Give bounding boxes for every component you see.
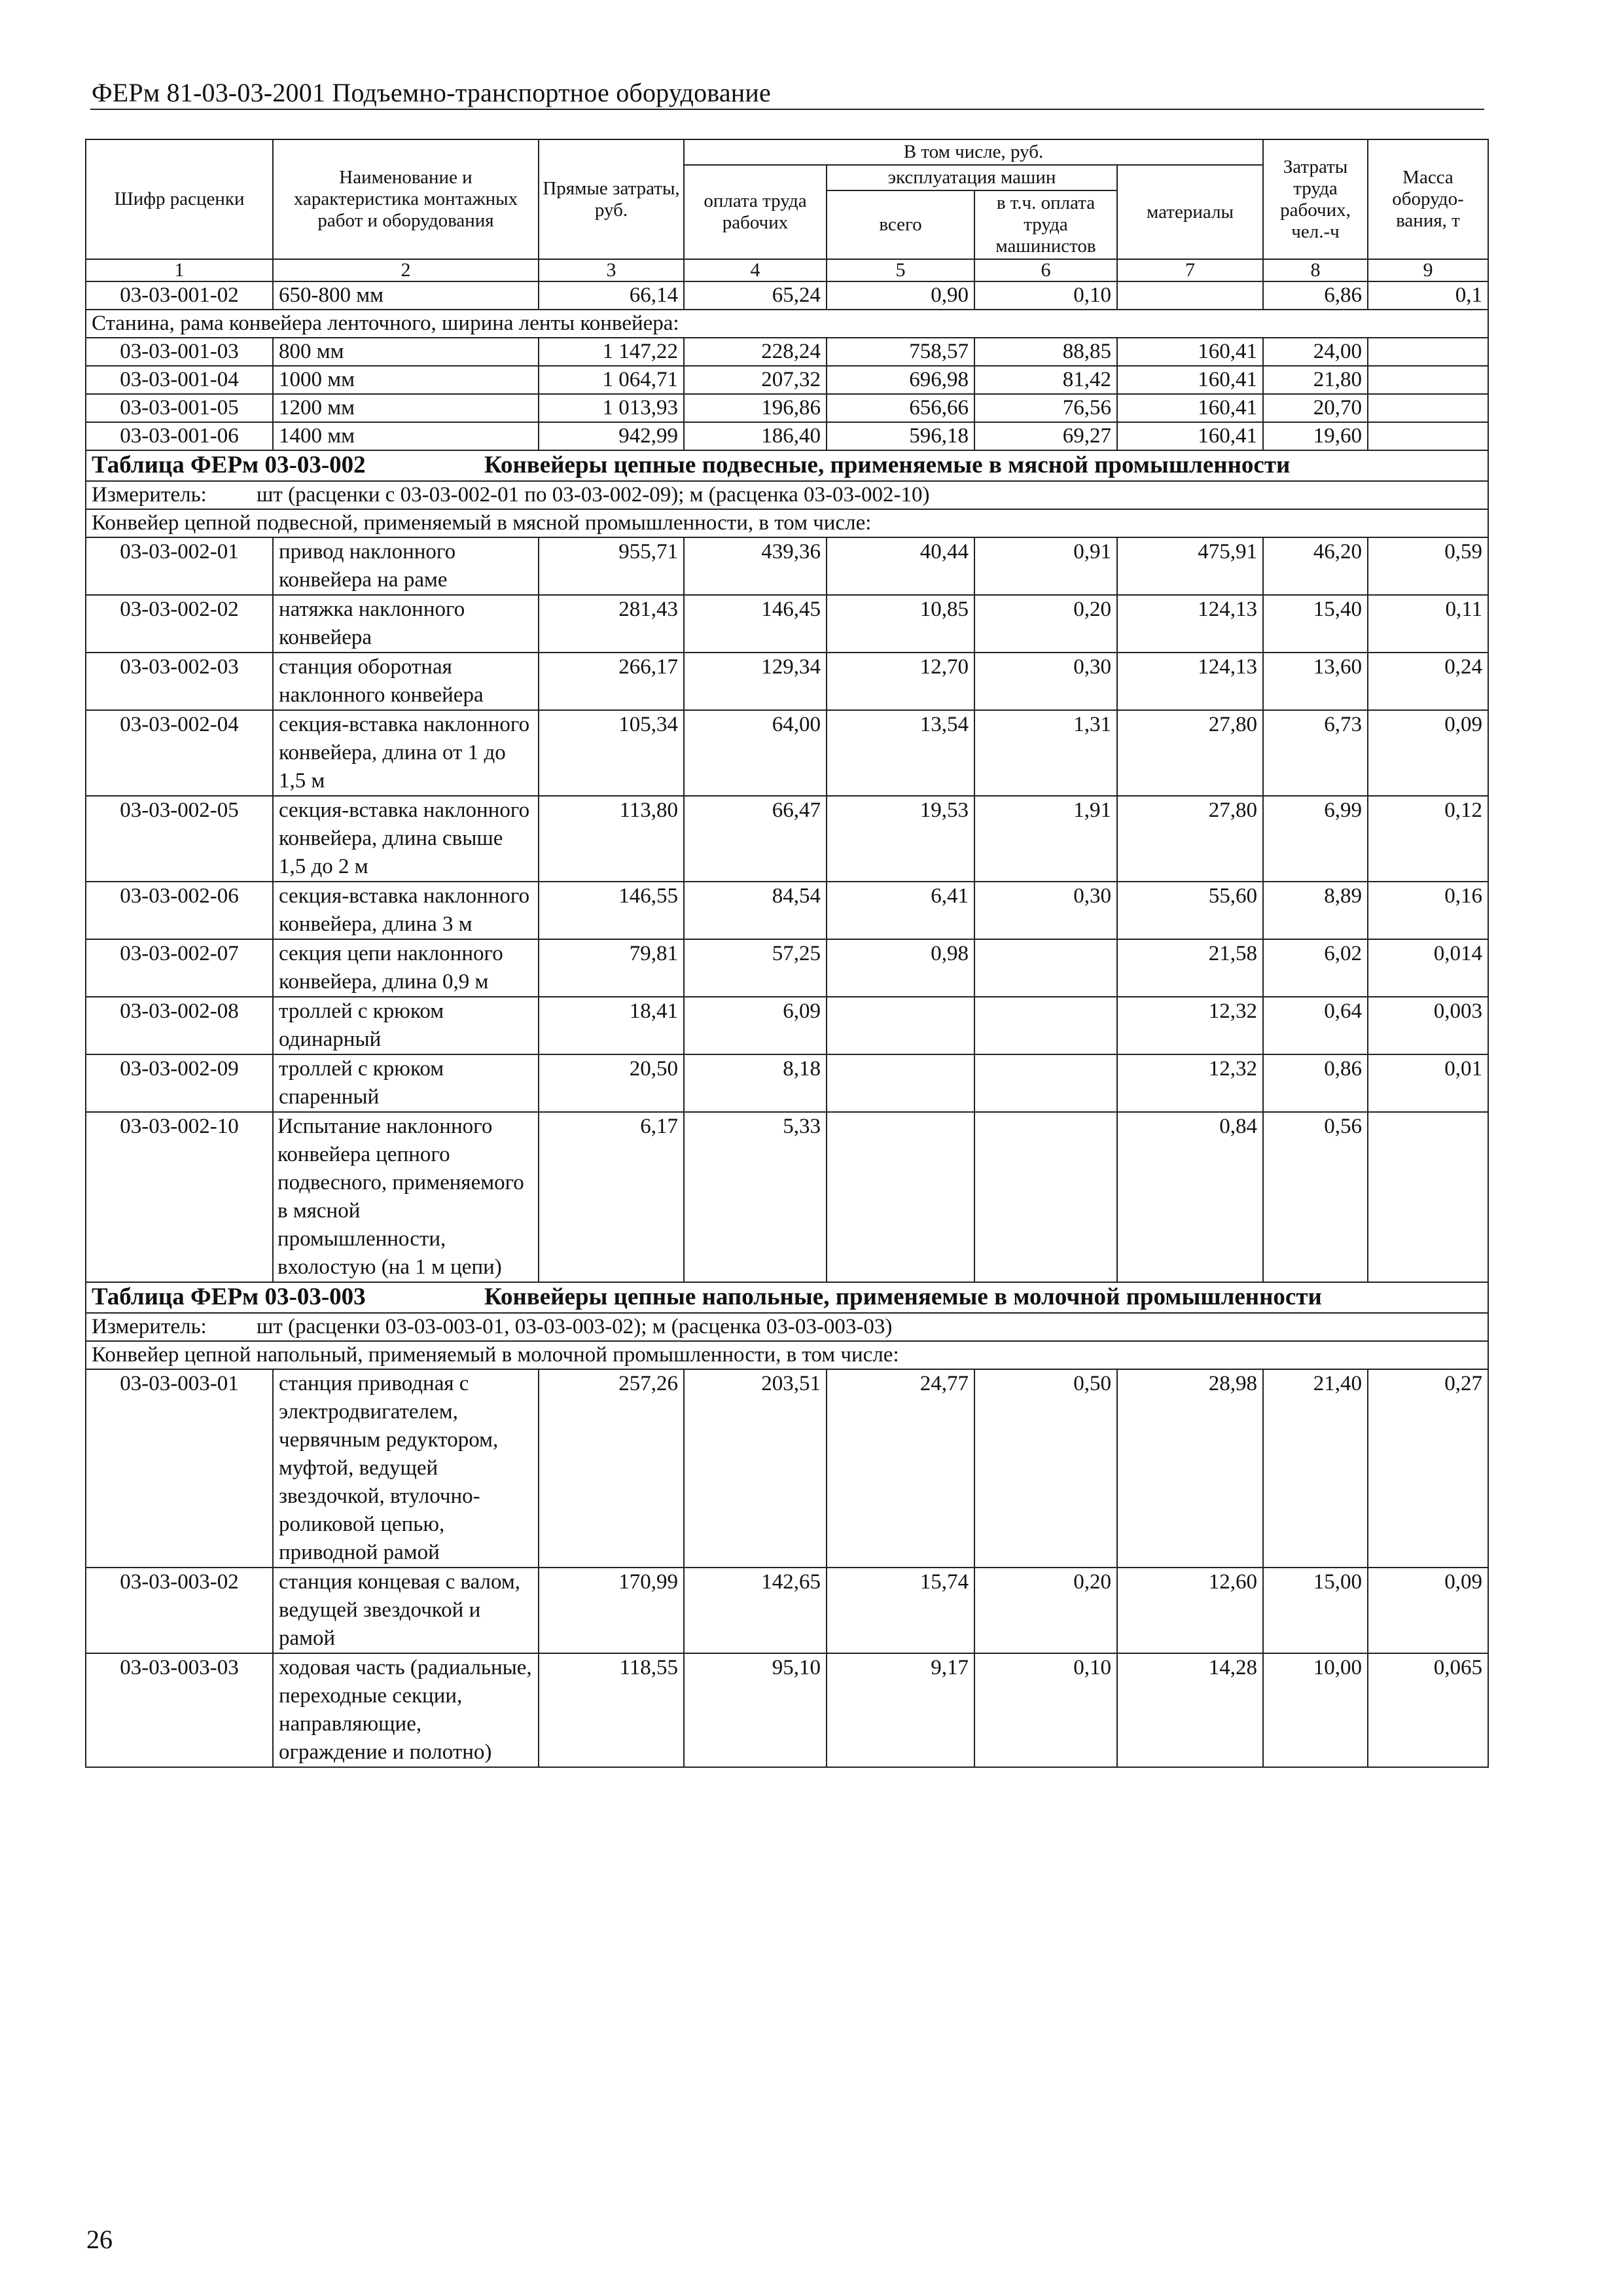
table-row <box>86 537 1488 595</box>
cell-direct: 266,17 <box>539 653 684 710</box>
cell-name: натяжка наклонного конвейера <box>273 595 539 653</box>
cell-name: троллей с крюком одинарный <box>273 997 539 1054</box>
cell-materials: 12,32 <box>1117 1054 1263 1112</box>
cell-hours: 13,60 <box>1263 653 1368 710</box>
col-num: 3 <box>539 259 684 281</box>
cell-labor: 84,54 <box>684 882 827 939</box>
cell-direct: 18,41 <box>539 997 684 1054</box>
cell-hours: 0,86 <box>1263 1054 1368 1112</box>
cell-labor: 8,18 <box>684 1054 827 1112</box>
cell-total: 758,57 <box>827 338 974 366</box>
cell-hours: 0,64 <box>1263 997 1368 1054</box>
cell-labor: 6,09 <box>684 997 827 1054</box>
cell-oper: 69,27 <box>974 422 1117 450</box>
cell-mass: 0,1 <box>1368 281 1488 310</box>
cell-mass: 0,27 <box>1368 1369 1488 1568</box>
cell-code: 03-03-002-01 <box>86 537 273 595</box>
cell-name: привод наклонного конвейера на раме <box>273 537 539 595</box>
cell-direct: 6,17 <box>539 1112 684 1282</box>
cell-name: троллей с крюком спаренный <box>273 1054 539 1112</box>
cell-labor: 57,25 <box>684 939 827 997</box>
col-labor-header: оплата труда рабочих <box>684 165 827 259</box>
cell-name: 1200 мм <box>273 394 539 422</box>
cell-total: 24,77 <box>827 1369 974 1568</box>
cell-mass <box>1368 1112 1488 1282</box>
cell-labor: 228,24 <box>684 338 827 366</box>
cell-materials: 27,80 <box>1117 710 1263 796</box>
cell-oper: 0,50 <box>974 1369 1117 1568</box>
cell-name: Испытание наклонного конвейера цепного подвесного, применяемого в мясной промышленности, вхолостую (на 1 м цепи) <box>273 1112 539 1282</box>
cell-materials: 12,32 <box>1117 997 1263 1054</box>
cell-labor: 196,86 <box>684 394 827 422</box>
table-row <box>86 997 1488 1054</box>
cell-oper <box>974 1054 1117 1112</box>
cell-direct: 1 013,93 <box>539 394 684 422</box>
cell-code: 03-03-003-03 <box>86 1653 273 1767</box>
cell-total: 40,44 <box>827 537 974 595</box>
cell-materials: 12,60 <box>1117 1568 1263 1653</box>
cell-hours: 20,70 <box>1263 394 1368 422</box>
cell-mass <box>1368 422 1488 450</box>
table-row <box>86 366 1488 394</box>
col-incl-header: В том числе, руб. <box>684 139 1263 165</box>
cell-mass: 0,09 <box>1368 710 1488 796</box>
block1-rows <box>86 338 1488 450</box>
cell-labor: 64,00 <box>684 710 827 796</box>
cell-labor: 5,33 <box>684 1112 827 1282</box>
cell-total: 12,70 <box>827 653 974 710</box>
cell-code: 03-03-001-02 <box>86 281 273 310</box>
table2-heading <box>86 450 1488 481</box>
cell-direct: 942,99 <box>539 422 684 450</box>
column-numbers-row <box>86 259 1488 281</box>
table-row <box>86 1054 1488 1112</box>
cell-materials: 160,41 <box>1117 366 1263 394</box>
cell-hours: 46,20 <box>1263 537 1368 595</box>
cell-hours: 15,40 <box>1263 595 1368 653</box>
cell-materials <box>1117 281 1263 310</box>
cell-code: 03-03-003-01 <box>86 1369 273 1568</box>
cell-direct: 1 064,71 <box>539 366 684 394</box>
cell-total: 0,90 <box>827 281 974 310</box>
table-row <box>86 281 1488 310</box>
table-row <box>86 1369 1488 1568</box>
table3-title: Конвейеры цепные напольные, применяемые в молочной промышленности <box>484 1283 1322 1310</box>
cell-total: 10,85 <box>827 595 974 653</box>
cell-direct: 170,99 <box>539 1568 684 1653</box>
col-name-header: Наименование и характеристика монтажных работ и оборудования <box>273 139 539 259</box>
cell-total: 596,18 <box>827 422 974 450</box>
measure-text: шт (расценки 03-03-003-01, 03-03-003-02); м (расценка 03-03-003-03) <box>257 1315 893 1338</box>
cell-direct: 257,26 <box>539 1369 684 1568</box>
col-oper-header: в т.ч. оплата труда машинистов <box>974 190 1117 259</box>
cell-direct: 146,55 <box>539 882 684 939</box>
cell-total <box>827 997 974 1054</box>
cell-oper: 0,10 <box>974 281 1117 310</box>
col-machines-header: эксплуатация машин <box>827 165 1117 190</box>
cell-mass <box>1368 394 1488 422</box>
table-row <box>86 422 1488 450</box>
cell-hours: 6,86 <box>1263 281 1368 310</box>
measure-label: Измеритель: <box>92 1315 207 1338</box>
cell-hours: 15,00 <box>1263 1568 1368 1653</box>
table3-heading <box>86 1282 1488 1313</box>
table2-rows <box>86 537 1488 1282</box>
cell-materials: 14,28 <box>1117 1653 1263 1767</box>
cell-hours: 24,00 <box>1263 338 1368 366</box>
cell-oper: 0,10 <box>974 1653 1117 1767</box>
cell-oper: 76,56 <box>974 394 1117 422</box>
cell-mass: 0,12 <box>1368 796 1488 882</box>
cell-direct: 1 147,22 <box>539 338 684 366</box>
cell-code: 03-03-002-09 <box>86 1054 273 1112</box>
cell-name: станция оборотная наклонного конвейера <box>273 653 539 710</box>
cell-labor: 65,24 <box>684 281 827 310</box>
col-code-header: Шифр расценки <box>86 139 273 259</box>
table-row <box>86 394 1488 422</box>
table2-subheader-row <box>86 509 1488 537</box>
cell-hours: 21,80 <box>1263 366 1368 394</box>
col-hours-header: Затраты труда рабочих, чел.-ч <box>1263 139 1368 259</box>
cell-code: 03-03-002-10 <box>86 1112 273 1282</box>
table-row <box>86 1112 1488 1282</box>
cell-code: 03-03-003-02 <box>86 1568 273 1653</box>
col-num: 8 <box>1263 259 1368 281</box>
cell-direct: 113,80 <box>539 796 684 882</box>
cell-total: 13,54 <box>827 710 974 796</box>
cell-total: 9,17 <box>827 1653 974 1767</box>
page-number: 26 <box>86 2225 113 2254</box>
cell-code: 03-03-001-03 <box>86 338 273 366</box>
subheader-row <box>86 310 1488 338</box>
cell-direct: 281,43 <box>539 595 684 653</box>
cell-code: 03-03-001-04 <box>86 366 273 394</box>
cell-name: 1000 мм <box>273 366 539 394</box>
cell-oper: 88,85 <box>974 338 1117 366</box>
col-num: 6 <box>974 259 1117 281</box>
table-row <box>86 653 1488 710</box>
cell-name: станция приводная с электродвигателем, червячным редуктором, муфтой, ведущей звездочкой, втулочно-роликовой цепью, приводной рамой <box>273 1369 539 1568</box>
cell-name: станция концевая с валом, ведущей звездочкой и рамой <box>273 1568 539 1653</box>
cell-name: секция-вставка наклонного конвейера, длина свыше 1,5 до 2 м <box>273 796 539 882</box>
cell-name: 650-800 мм <box>273 281 539 310</box>
cell-direct: 66,14 <box>539 281 684 310</box>
cell-oper: 1,31 <box>974 710 1117 796</box>
cell-name: 1400 мм <box>273 422 539 450</box>
table3-measure <box>86 1313 1488 1341</box>
subheader-text: Станина, рама конвейера ленточного, ширина ленты конвейера: <box>86 310 1488 338</box>
subheader-text: Конвейер цепной подвесной, применяемый в мясной промышленности, в том числе: <box>86 509 1488 537</box>
cell-oper: 0,20 <box>974 1568 1117 1653</box>
table2-measure <box>86 481 1488 509</box>
cell-labor: 203,51 <box>684 1369 827 1568</box>
table3-heading-row <box>86 1282 1488 1313</box>
col-num: 2 <box>273 259 539 281</box>
table-row <box>86 1653 1488 1767</box>
cell-code: 03-03-002-04 <box>86 710 273 796</box>
col-num: 7 <box>1117 259 1263 281</box>
cell-code: 03-03-002-06 <box>86 882 273 939</box>
cell-oper: 81,42 <box>974 366 1117 394</box>
cell-name: ходовая часть (радиальные, переходные секции, направляющие, ограждение и полотно) <box>273 1653 539 1767</box>
rates-table <box>85 139 1489 1768</box>
cell-oper: 0,30 <box>974 653 1117 710</box>
cell-oper: 1,91 <box>974 796 1117 882</box>
cell-code: 03-03-002-02 <box>86 595 273 653</box>
cell-materials: 0,84 <box>1117 1112 1263 1282</box>
col-num: 4 <box>684 259 827 281</box>
cell-total: 0,98 <box>827 939 974 997</box>
page-header-title: ФЕРм 81-03-03-2001 Подъемно-транспортное оборудование <box>92 78 771 107</box>
cell-direct: 955,71 <box>539 537 684 595</box>
cell-hours: 21,40 <box>1263 1369 1368 1568</box>
header-rule <box>90 109 1484 110</box>
cell-total: 6,41 <box>827 882 974 939</box>
cell-code: 03-03-001-05 <box>86 394 273 422</box>
table-row <box>86 338 1488 366</box>
col-materials-header: материалы <box>1117 165 1263 259</box>
table3-label: Таблица ФЕРм 03-03-003 <box>92 1283 366 1310</box>
cell-direct: 79,81 <box>539 939 684 997</box>
cell-materials: 28,98 <box>1117 1369 1263 1568</box>
cell-labor: 129,34 <box>684 653 827 710</box>
cell-total: 696,98 <box>827 366 974 394</box>
cell-oper: 0,91 <box>974 537 1117 595</box>
cell-hours: 10,00 <box>1263 1653 1368 1767</box>
cell-name: секция цепи наклонного конвейера, длина 0,9 м <box>273 939 539 997</box>
cell-mass: 0,065 <box>1368 1653 1488 1767</box>
table3-rows <box>86 1369 1488 1767</box>
subheader-text: Конвейер цепной напольный, применяемый в молочной промышленности, в том числе: <box>86 1341 1488 1369</box>
col-num: 9 <box>1368 259 1488 281</box>
cell-total: 656,66 <box>827 394 974 422</box>
cell-name: 800 мм <box>273 338 539 366</box>
cell-labor: 66,47 <box>684 796 827 882</box>
table-row <box>86 595 1488 653</box>
cell-code: 03-03-002-03 <box>86 653 273 710</box>
cell-mass: 0,003 <box>1368 997 1488 1054</box>
cell-mass: 0,014 <box>1368 939 1488 997</box>
cell-direct: 20,50 <box>539 1054 684 1112</box>
cell-hours: 19,60 <box>1263 422 1368 450</box>
cell-code: 03-03-001-06 <box>86 422 273 450</box>
cell-direct: 118,55 <box>539 1653 684 1767</box>
cell-oper <box>974 1112 1117 1282</box>
cell-materials: 160,41 <box>1117 394 1263 422</box>
cell-total <box>827 1112 974 1282</box>
cell-mass <box>1368 338 1488 366</box>
cell-materials: 124,13 <box>1117 653 1263 710</box>
table-row <box>86 939 1488 997</box>
cell-materials: 27,80 <box>1117 796 1263 882</box>
col-num: 5 <box>827 259 974 281</box>
cell-total: 15,74 <box>827 1568 974 1653</box>
cell-code: 03-03-002-07 <box>86 939 273 997</box>
cell-mass: 0,01 <box>1368 1054 1488 1112</box>
measure-text: шт (расценки с 03-03-002-01 по 03-03-002-09); м (расценка 03-03-002-10) <box>257 483 930 507</box>
cell-labor: 146,45 <box>684 595 827 653</box>
cell-mass: 0,09 <box>1368 1568 1488 1653</box>
cell-mass: 0,24 <box>1368 653 1488 710</box>
table2-heading-row <box>86 450 1488 481</box>
cell-labor: 439,36 <box>684 537 827 595</box>
cell-hours: 6,99 <box>1263 796 1368 882</box>
cell-code: 03-03-002-05 <box>86 796 273 882</box>
cell-oper: 0,30 <box>974 882 1117 939</box>
col-mass-header: Масса оборудо-вания, т <box>1368 139 1488 259</box>
cell-materials: 55,60 <box>1117 882 1263 939</box>
cell-mass <box>1368 366 1488 394</box>
table2-measure-row <box>86 481 1488 509</box>
cell-labor: 95,10 <box>684 1653 827 1767</box>
table-row <box>86 710 1488 796</box>
cell-oper <box>974 997 1117 1054</box>
cell-materials: 124,13 <box>1117 595 1263 653</box>
cell-hours: 6,02 <box>1263 939 1368 997</box>
table-row <box>86 796 1488 882</box>
col-total-header: всего <box>827 190 974 259</box>
cell-hours: 0,56 <box>1263 1112 1368 1282</box>
cell-materials: 160,41 <box>1117 422 1263 450</box>
cell-mass: 0,59 <box>1368 537 1488 595</box>
cell-mass: 0,11 <box>1368 595 1488 653</box>
cell-hours: 6,73 <box>1263 710 1368 796</box>
cell-total: 19,53 <box>827 796 974 882</box>
cell-oper <box>974 939 1117 997</box>
cell-materials: 21,58 <box>1117 939 1263 997</box>
cell-total <box>827 1054 974 1112</box>
cell-mass: 0,16 <box>1368 882 1488 939</box>
cell-oper: 0,20 <box>974 595 1117 653</box>
table-row <box>86 882 1488 939</box>
header-row-1 <box>86 139 1488 165</box>
table-row <box>86 1568 1488 1653</box>
table3-subheader-row <box>86 1341 1488 1369</box>
table2-label: Таблица ФЕРм 03-03-002 <box>92 452 366 478</box>
cell-materials: 475,91 <box>1117 537 1263 595</box>
cell-name: секция-вставка наклонного конвейера, длина 3 м <box>273 882 539 939</box>
col-num: 1 <box>86 259 273 281</box>
cell-labor: 207,32 <box>684 366 827 394</box>
table2-title: Конвейеры цепные подвесные, применяемые в мясной промышленности <box>484 452 1291 478</box>
measure-label: Измеритель: <box>92 483 207 507</box>
cell-materials: 160,41 <box>1117 338 1263 366</box>
table3-measure-row <box>86 1313 1488 1341</box>
col-direct-header: Прямые затраты, руб. <box>539 139 684 259</box>
cell-name: секция-вставка наклонного конвейера, длина от 1 до 1,5 м <box>273 710 539 796</box>
cell-hours: 8,89 <box>1263 882 1368 939</box>
cell-direct: 105,34 <box>539 710 684 796</box>
cell-labor: 142,65 <box>684 1568 827 1653</box>
cell-labor: 186,40 <box>684 422 827 450</box>
cell-code: 03-03-002-08 <box>86 997 273 1054</box>
